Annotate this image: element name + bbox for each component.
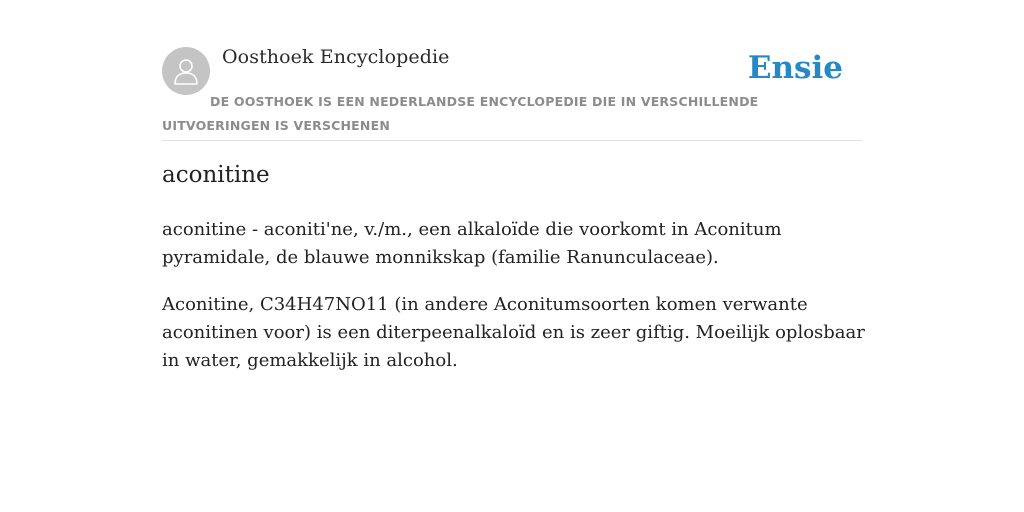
article-title: aconitine <box>162 162 270 188</box>
user-icon <box>172 56 200 86</box>
article-paragraph: aconitine - aconiti'ne, v./m., een alkaloïde die voorkomt in Aconitum pyramidale, de blauwe monnikskap (familie Ranunculaceae). <box>162 219 782 268</box>
source-description: DE OOSTHOEK IS EEN NEDERLANDSE ENCYCLOPEDIE DIE IN VERSCHILLENDE UITVOERINGEN IS VERSCHENEN <box>162 94 759 133</box>
source-name[interactable]: Oosthoek Encyclopedie <box>222 46 450 68</box>
article-paragraph: Aconitine, C34H47NO11 (in andere Aconitumsoorten komen verwante aconitinen voor) is een diterpeenalkaloïd en is zeer giftig. Moeilijk oplosbaar in water, gemakkelijk in alcohol. <box>162 294 865 371</box>
article-container <box>162 0 865 371</box>
header <box>162 0 862 141</box>
brand-logo[interactable]: Ensie <box>747 50 843 86</box>
avatar[interactable] <box>162 47 210 95</box>
article-body <box>162 216 867 394</box>
